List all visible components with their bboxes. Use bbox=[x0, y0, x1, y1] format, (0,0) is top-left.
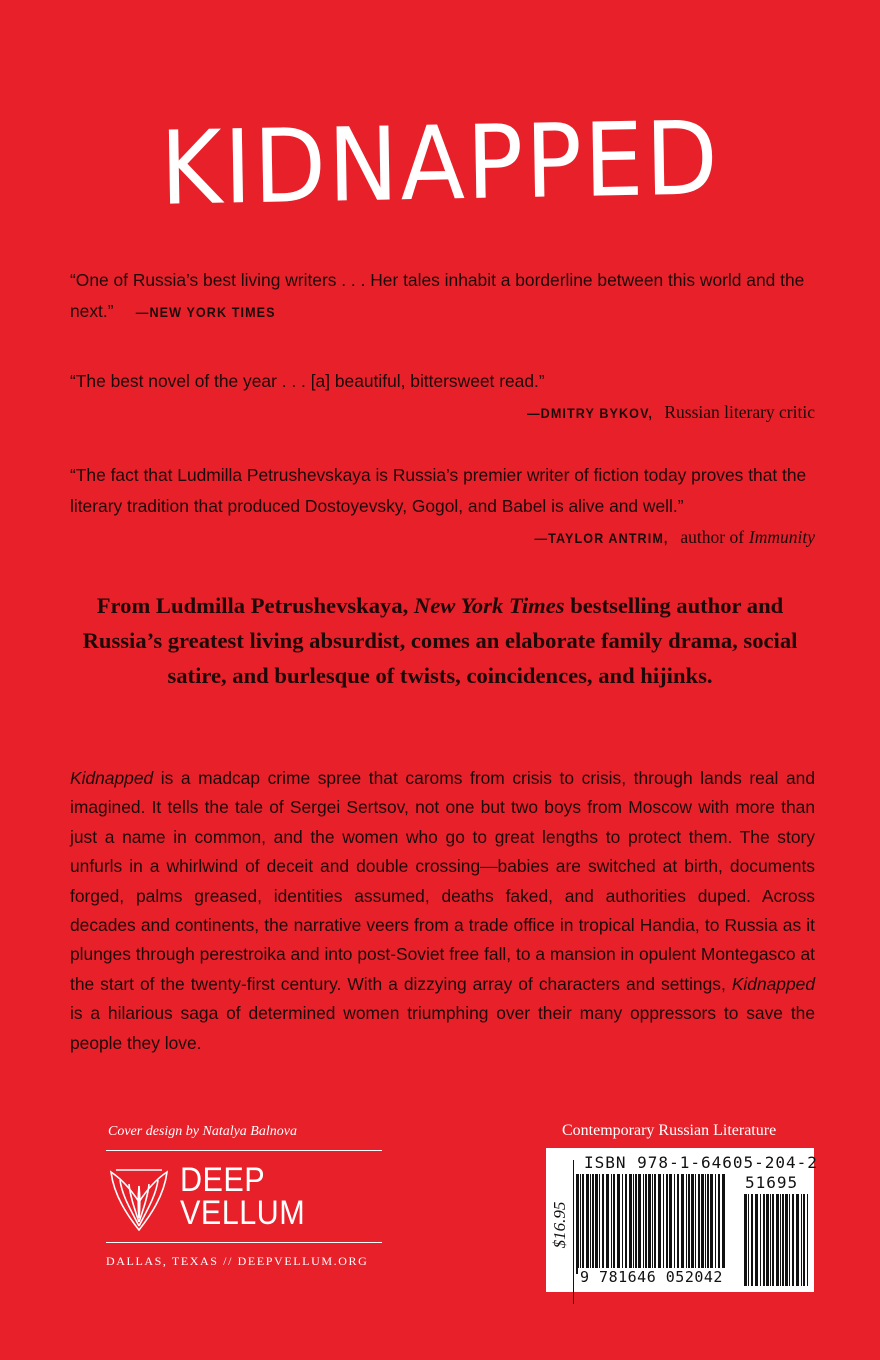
barcode-bar bbox=[681, 1174, 684, 1274]
barcode-bar bbox=[617, 1174, 620, 1274]
barcode-bar bbox=[707, 1174, 709, 1274]
quote-attribution bbox=[70, 522, 815, 554]
barcode-bar bbox=[772, 1194, 774, 1286]
quote-bykov bbox=[70, 366, 815, 429]
barcode-bar bbox=[801, 1194, 802, 1286]
barcode-bar bbox=[580, 1174, 581, 1274]
quote-source-work: Immunity bbox=[748, 527, 815, 547]
barcode-bar bbox=[789, 1194, 790, 1286]
barcode-bar bbox=[606, 1174, 609, 1274]
barcode-bar bbox=[710, 1174, 713, 1274]
barcode-bar bbox=[677, 1174, 679, 1274]
barcode-bar bbox=[669, 1174, 672, 1274]
publisher-name-line1: DEEP bbox=[180, 1161, 266, 1199]
description-part2: is a hilarious saga of determined women triumphing over their many oppressors to save the people they love. bbox=[70, 1003, 815, 1053]
barcode-bar bbox=[648, 1174, 651, 1274]
addon-barcode bbox=[744, 1194, 808, 1286]
blurb-emphasis: New York Times bbox=[413, 593, 565, 618]
price-addon-number: 51695 bbox=[745, 1173, 799, 1192]
barcode-bar bbox=[766, 1194, 769, 1286]
book-title: KIDNAPPED bbox=[159, 100, 721, 229]
book-blurb bbox=[60, 588, 820, 693]
barcode-bar bbox=[770, 1194, 771, 1286]
barcode-bar bbox=[576, 1174, 579, 1274]
quote-source: —NEW YORK TIMES bbox=[136, 304, 276, 320]
ean-barcode bbox=[576, 1174, 726, 1274]
divider-bottom bbox=[106, 1242, 382, 1243]
barcode-bar bbox=[645, 1174, 647, 1274]
barcode-bar bbox=[633, 1174, 634, 1274]
barcode-bar bbox=[718, 1174, 720, 1274]
barcode-bar bbox=[652, 1174, 653, 1274]
barcode-bar bbox=[722, 1174, 725, 1274]
barcode-bar bbox=[807, 1194, 808, 1286]
barcode-bar bbox=[638, 1174, 641, 1274]
quote-antrim bbox=[70, 460, 815, 554]
publisher-name bbox=[180, 1161, 306, 1232]
barcode-bar bbox=[582, 1174, 584, 1274]
barcode-bar bbox=[792, 1194, 794, 1286]
quote-text: “One of Russia’s best living writers . . . Her tales inhabit a borderline between this world and the next.” bbox=[70, 270, 805, 321]
barcode-bar bbox=[611, 1174, 612, 1274]
barcode-bar bbox=[643, 1174, 644, 1274]
blurb-before: From Ludmilla Petrushevskaya, bbox=[96, 593, 409, 618]
barcode-bar bbox=[666, 1174, 668, 1274]
lotus-fan-icon bbox=[108, 1166, 170, 1234]
quote-source: —TAYLOR ANTRIM, bbox=[534, 530, 669, 546]
barcode-bar bbox=[629, 1174, 632, 1274]
ean-digits: 9 781646 052042 bbox=[580, 1268, 723, 1286]
barcode-bar bbox=[590, 1174, 591, 1274]
barcode-bar bbox=[705, 1174, 706, 1274]
barcode-bar bbox=[715, 1174, 716, 1274]
barcode-bar bbox=[586, 1174, 589, 1274]
barcode-bar bbox=[595, 1174, 598, 1274]
quote-text: “The fact that Ludmilla Petrushevskaya is Russia’s premier writer of fiction today proves that the literary tradition that produced Dostoyevsky, Gogol, and Babel is alive and well.” bbox=[70, 465, 807, 516]
barcode-bar bbox=[663, 1174, 664, 1274]
cover-design-credit: Cover design by Natalya Balnova bbox=[108, 1124, 297, 1139]
divider-top bbox=[106, 1150, 382, 1151]
description-title-word-2: Kidnapped bbox=[731, 973, 815, 994]
barcode-bar bbox=[602, 1174, 604, 1274]
barcode-bar bbox=[780, 1194, 781, 1286]
barcode-bar bbox=[748, 1194, 749, 1286]
blurb-after: bestselling author and Russia’s greatest living absurdist, comes an elaborate family drama, social satire, and burlesque of twists, coincidences, and hijinks. bbox=[82, 593, 798, 688]
publisher-name-line2: VELLUM bbox=[180, 1194, 306, 1232]
barcode-bar bbox=[674, 1174, 675, 1274]
barcode-bar bbox=[776, 1194, 779, 1286]
barcode-bar bbox=[654, 1174, 656, 1274]
barcode-bar bbox=[691, 1174, 694, 1274]
barcode-bar bbox=[658, 1174, 661, 1274]
publisher-city: DALLAS, TEXAS // DEEPVELLUM.ORG bbox=[106, 1254, 369, 1268]
barcode-bar bbox=[625, 1174, 627, 1274]
description-part1: is a madcap crime spree that caroms from crisis to crisis, through lands real and imagined. It tells the tale of Sergei Sertsov, not one but two boys from Moscow with more than just a name in common, and the women who go to great lengths to protect them. The story unfurls in a whirlwind of deceit and double crossing—babies are switched at birth, documents forged, palms greased, identities assumed, deaths faked, and authorities duped. Across decades and continents, the narrative veers from a trade office in tropical Handia, to Russia as it plunges through perestroika and into post-Soviet free fall, to a mansion in opulent Montegasco at the start of the twenty-first century. With a dizzying array of characters and settings, bbox=[70, 768, 815, 994]
barcode-bar bbox=[635, 1174, 637, 1274]
quote-source: —DMITRY BYKOV, bbox=[526, 405, 653, 421]
barcode-bar bbox=[701, 1174, 704, 1274]
barcode-bar bbox=[686, 1174, 687, 1274]
series-label: Contemporary Russian Literature bbox=[562, 1122, 777, 1139]
barcode-bar bbox=[760, 1194, 761, 1286]
barcode-bar bbox=[698, 1174, 700, 1274]
quote-nyt bbox=[70, 265, 815, 328]
barcode-bar bbox=[622, 1174, 623, 1274]
barcode-bar bbox=[782, 1194, 784, 1286]
barcode-bar bbox=[744, 1194, 747, 1286]
isbn-number: ISBN 978-1-64605-204-2 bbox=[584, 1153, 818, 1172]
quote-source-desc: Russian literary critic bbox=[664, 402, 815, 422]
barcode-bar bbox=[599, 1174, 600, 1274]
barcode-bar bbox=[763, 1194, 765, 1286]
barcode-bar bbox=[796, 1194, 799, 1286]
book-description bbox=[70, 764, 815, 1058]
quote-attribution bbox=[70, 397, 815, 429]
barcode-bar bbox=[755, 1194, 758, 1286]
quote-source-desc: author of bbox=[680, 527, 745, 547]
barcode-bar bbox=[695, 1174, 696, 1274]
barcode-bar bbox=[785, 1194, 788, 1286]
barcode-bar bbox=[613, 1174, 615, 1274]
price-divider bbox=[573, 1160, 574, 1304]
price-label: $16.95 bbox=[550, 1201, 569, 1249]
barcode-bar bbox=[592, 1174, 594, 1274]
quote-text: “The best novel of the year . . . [a] beautiful, bittersweet read.” bbox=[70, 371, 545, 391]
description-title-word: Kidnapped bbox=[70, 768, 154, 788]
barcode-bar bbox=[688, 1174, 690, 1274]
barcode-bar bbox=[751, 1194, 753, 1286]
barcode-bar bbox=[803, 1194, 805, 1286]
